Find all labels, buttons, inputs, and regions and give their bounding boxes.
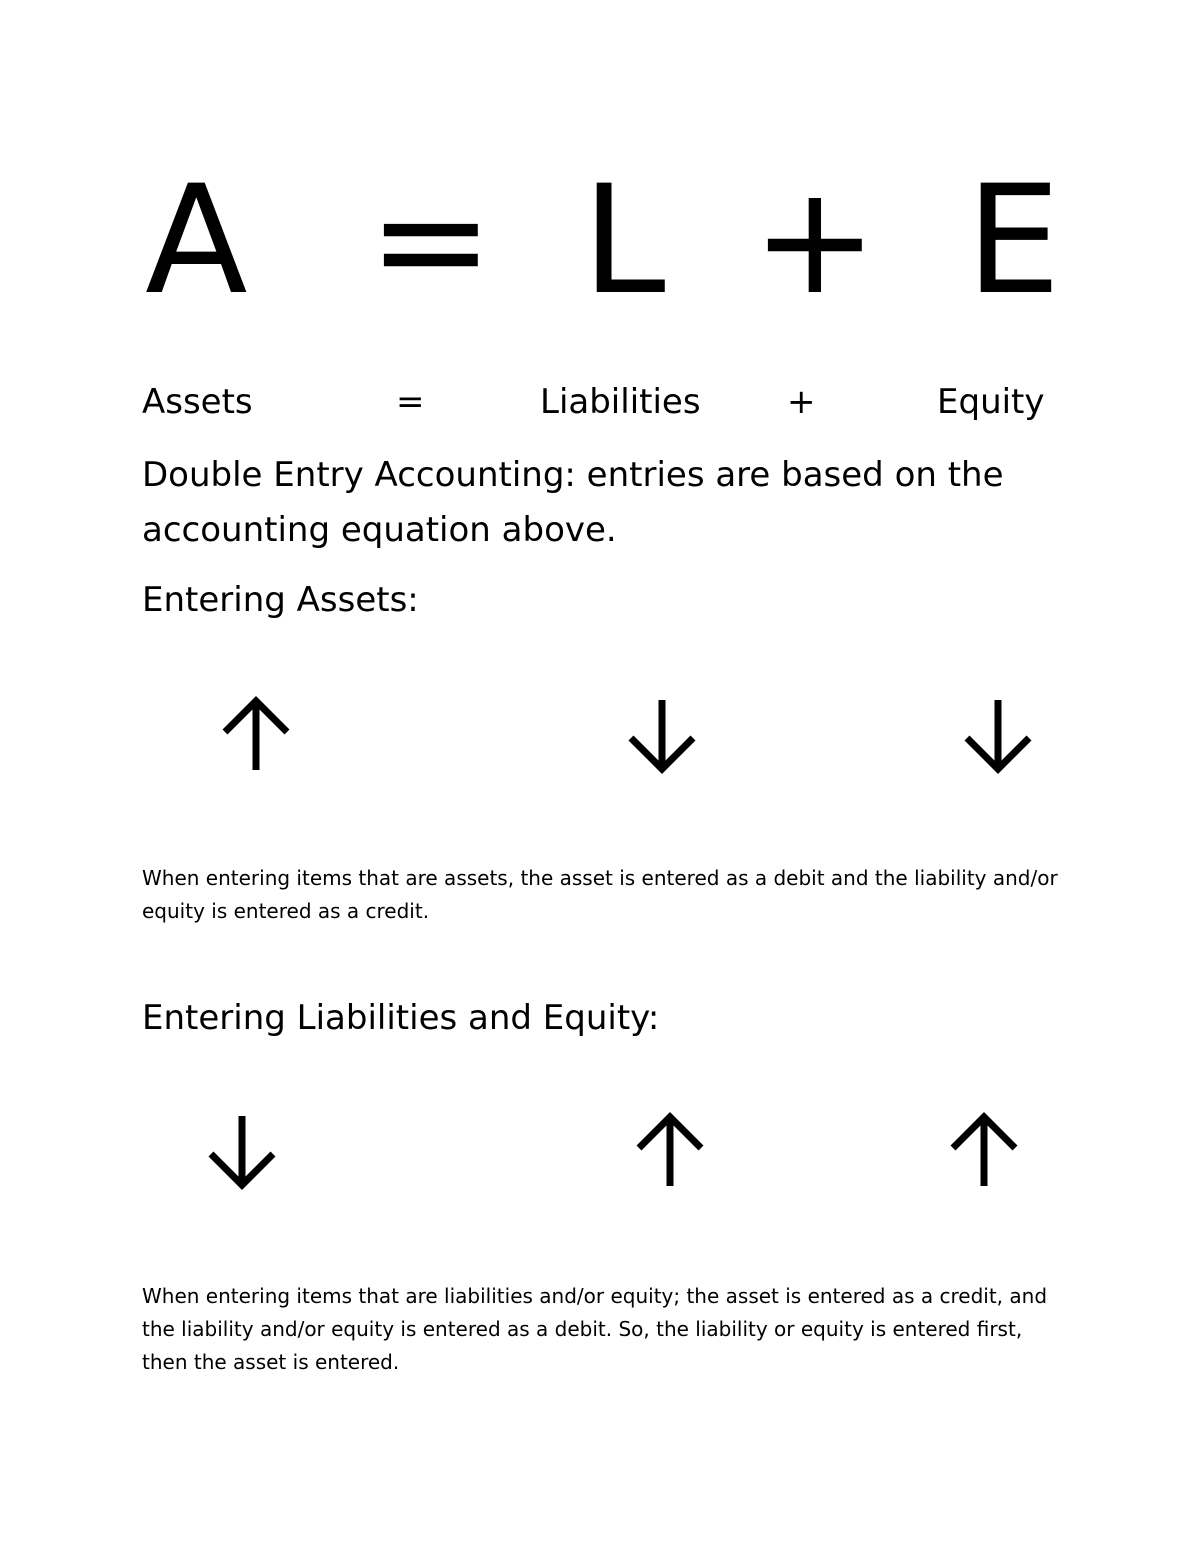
down-arrow-icon — [207, 1112, 277, 1192]
down-arrow-icon — [627, 696, 697, 776]
letter-equals: = — [368, 154, 494, 328]
section-liabilities-text: When entering items that are liabilities and/or equity; the asset is entered as a credit, and the liability and/or equity is entered as a debit. So, the liability or equity is entered first, then the asset is entered. — [142, 1284, 1048, 1374]
word-assets: Assets — [142, 382, 253, 422]
section-assets-text: When entering items that are assets, the asset is entered as a debit and the liability and/or equity is entered as a credit. — [142, 866, 1058, 923]
word-equity: Equity — [937, 382, 1045, 422]
letter-a: A — [145, 154, 248, 328]
letter-e: E — [966, 154, 1061, 328]
word-equals: = — [396, 382, 425, 422]
section-liabilities-heading: Entering Liabilities and Equity: — [142, 998, 660, 1038]
letter-plus: + — [752, 154, 878, 328]
down-arrow-icon — [963, 696, 1033, 776]
word-plus: + — [787, 382, 816, 422]
intro-text: Double Entry Accounting: entries are based on the accounting equation above. — [142, 455, 1004, 550]
up-arrow-icon — [949, 1110, 1019, 1190]
up-arrow-icon — [635, 1110, 705, 1190]
up-arrow-icon — [221, 694, 291, 774]
letter-l: L — [582, 154, 666, 328]
section-assets-heading: Entering Assets: — [142, 580, 419, 620]
word-liabilities: Liabilities — [540, 382, 701, 422]
